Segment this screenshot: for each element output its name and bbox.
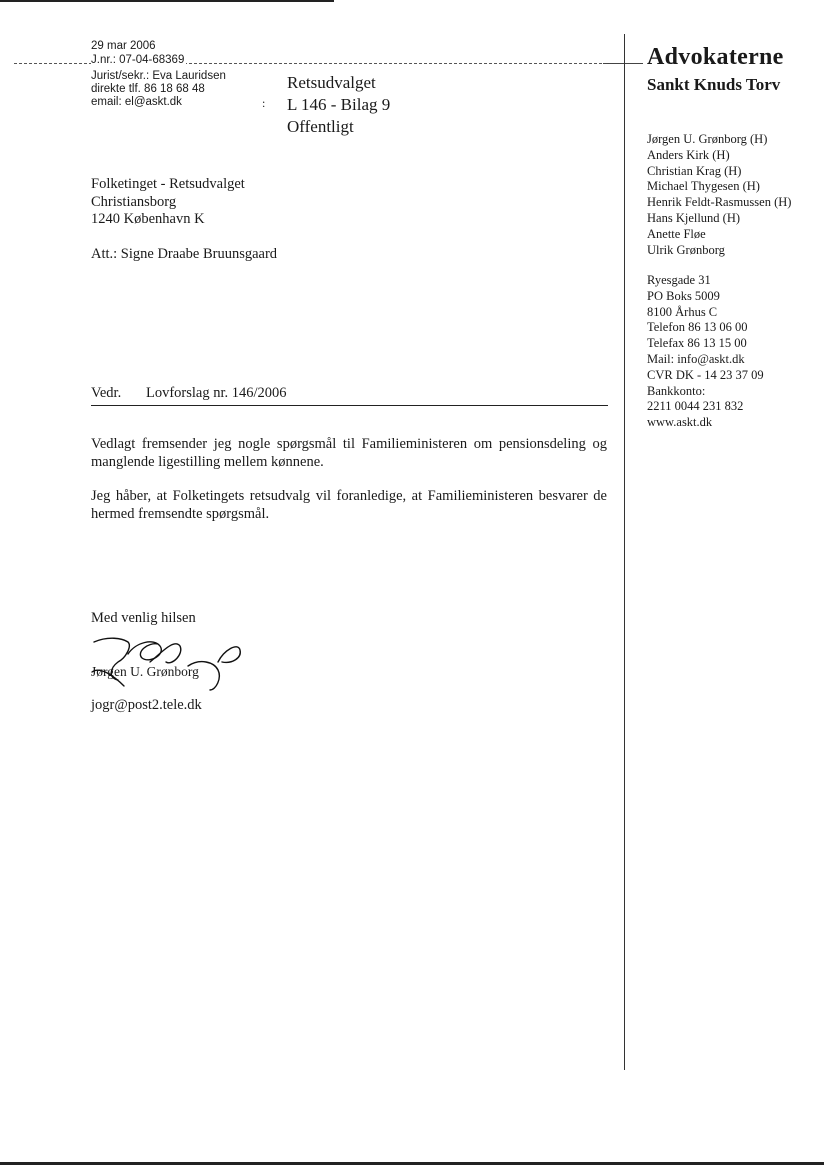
jurist-line: Jurist/sekr.: Eva Lauridsen (91, 70, 226, 82)
recipient-address (91, 176, 245, 229)
contact-item: Telefax 86 13 15 00 (647, 336, 747, 351)
bottom-border-line (0, 1162, 824, 1165)
subject-label: Vedr. (91, 385, 122, 401)
partner-list (647, 132, 791, 258)
subject-line (91, 385, 287, 402)
partner-item: Christian Krag (H) (647, 163, 742, 178)
sender-email: email: el@askt.dk (91, 96, 182, 108)
sender-details (91, 70, 226, 109)
committee-reference: L 146 - Bilag 9 (287, 95, 391, 114)
handwritten-signature (88, 632, 248, 694)
partner-item: Hans Kjellund (H) (647, 210, 741, 225)
partner-item: Anette Fløe (647, 226, 706, 241)
contact-item: Bankkonto: (647, 383, 706, 398)
partner-item: Michael Thygesen (H) (647, 179, 760, 194)
recipient-line: 1240 København K (91, 211, 205, 227)
contact-item: www.askt.dk (647, 415, 713, 430)
contact-item: CVR DK - 14 23 37 09 (647, 367, 764, 382)
contact-item: Ryesgade 31 (647, 273, 711, 287)
contact-item: Mail: info@askt.dk (647, 351, 745, 366)
firm-contact (647, 273, 764, 431)
partner-item: Anders Kirk (H) (647, 147, 730, 162)
sidebar-divider (624, 34, 625, 1070)
signer-name: Jørgen U. Grønborg (91, 664, 199, 679)
partner-item: Ulrik Grønborg (647, 242, 725, 257)
separator-mark: : (262, 96, 266, 110)
committee-stamp (287, 72, 390, 138)
contact-item: PO Boks 5009 (647, 288, 720, 303)
recipient-line: Christiansborg (91, 193, 177, 210)
signer-email: jogr@post2.tele.dk (91, 697, 202, 713)
partner-item: Jørgen U. Grønborg (H) (647, 132, 768, 146)
contact-item: 8100 Århus C (647, 304, 718, 319)
contact-item: Telefon 86 13 06 00 (647, 320, 748, 335)
subject-underline (91, 405, 608, 406)
subject-text: Lovforslag nr. 146/2006 (146, 385, 287, 401)
contact-item: 2211 0044 231 832 (647, 399, 744, 414)
partner-item: Henrik Feldt-Rasmussen (H) (647, 195, 792, 210)
committee-status: Offentligt (287, 117, 354, 136)
letter-date: 29 mar 2006 (91, 40, 156, 52)
recipient-line: Folketinget - Retsudvalget (91, 176, 245, 192)
firm-subtitle: Sankt Knuds Torv (647, 75, 781, 94)
body-paragraph: Vedlagt fremsender jeg nogle spørgsmål til Familieministeren om pensionsdeling og manglende ligestilling mellem kønnene. (91, 436, 607, 470)
body-paragraph: Jeg håber, at Folketingets retsudvalg vil foranledige, at Familieministeren besvarer de hermed fremsendte spørgsmål. (91, 488, 607, 522)
case-number: J.nr.: 07-04-68369 (91, 54, 185, 66)
committee-name: Retsudvalget (287, 73, 376, 92)
direct-phone: direkte tlf. 86 18 68 48 (91, 83, 205, 95)
header-rule-right (603, 63, 643, 64)
attention-line: Att.: Signe Draabe Bruunsgaard (91, 246, 278, 262)
top-border-line (0, 0, 334, 2)
closing-greeting: Med venlig hilsen (91, 610, 196, 626)
firm-name: Advokaterne (647, 44, 784, 70)
